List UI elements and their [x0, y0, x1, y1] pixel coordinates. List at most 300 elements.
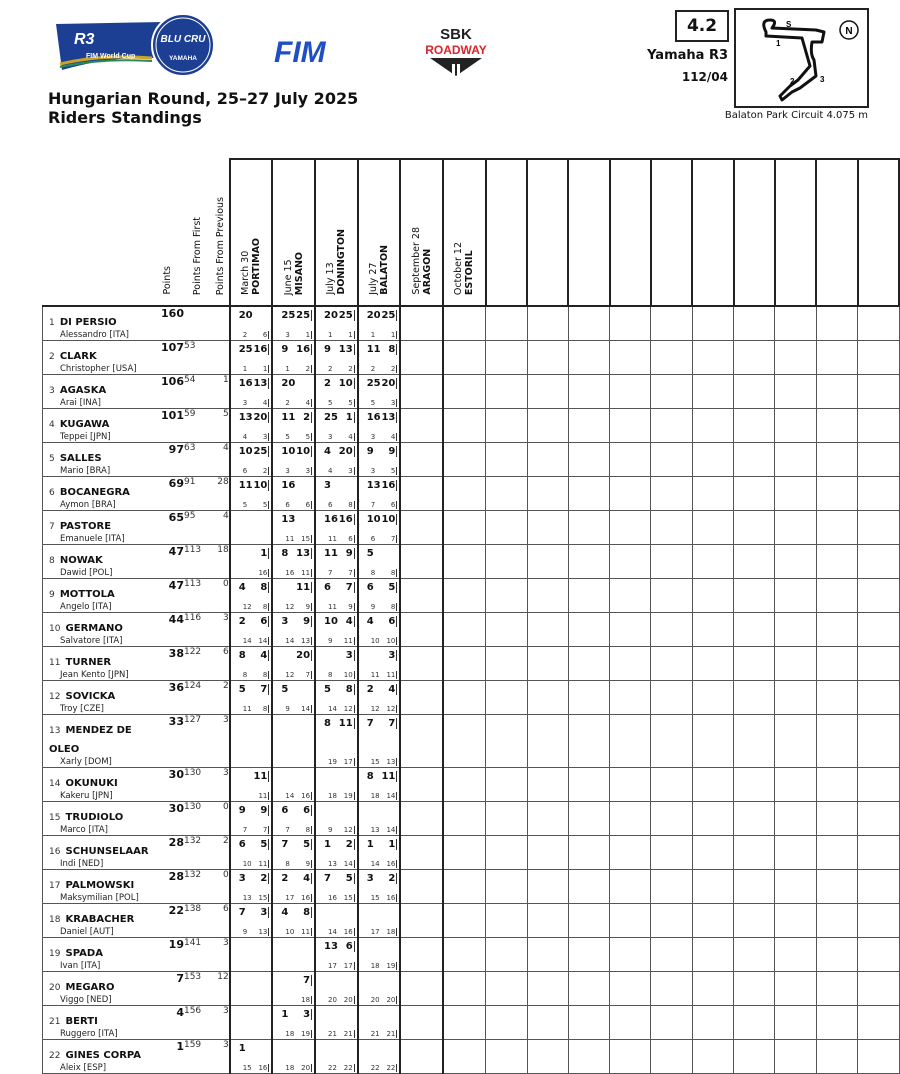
race1-points: 4: [366, 616, 374, 627]
race2-position: 20: [301, 1064, 311, 1072]
race-result-cell: [443, 647, 486, 681]
race2-points: 20: [296, 650, 311, 661]
empty-result-cell: [775, 768, 816, 802]
race2-points: 9: [260, 805, 268, 816]
race1-position: 2: [242, 331, 248, 339]
empty-result-cell: [651, 681, 692, 715]
svg-text:3: 3: [820, 75, 825, 84]
race1-position: 14: [285, 637, 295, 645]
empty-result-cell: [568, 715, 609, 768]
empty-result-cell: [568, 1040, 609, 1074]
race1-position: 22: [328, 1064, 337, 1072]
race1-position: 16: [328, 894, 337, 902]
rider-last-name: NOWAK: [59, 555, 103, 566]
race1-position: 3: [328, 433, 333, 441]
race1-points: 2: [366, 684, 374, 695]
rider-first-name-nat: Indi [NED]: [60, 859, 104, 869]
race2-position: 14: [301, 705, 311, 713]
race1-points: 13: [366, 480, 381, 491]
race2-points: 9: [345, 548, 353, 559]
race2-points: 25: [253, 446, 268, 457]
race1-points: 6: [324, 582, 331, 593]
race1-points: 13: [238, 412, 253, 423]
rider-cell: [43, 938, 151, 972]
empty-result-cell: [486, 613, 527, 647]
race1-position: 14: [285, 792, 295, 800]
rider-last-name: SPADA: [65, 948, 103, 959]
race1-position: 15: [242, 1064, 252, 1072]
rider-position: 17: [49, 881, 61, 891]
race2-points: 8: [345, 684, 353, 695]
empty-result-cell: [486, 1040, 527, 1074]
empty-result-cell: [734, 647, 775, 681]
rider-cell: [43, 375, 151, 409]
race2-position: 13: [258, 928, 268, 936]
empty-result-cell: [734, 904, 775, 938]
race-result-cell: [230, 409, 273, 443]
empty-result-cell: [775, 341, 816, 375]
rider-row: [43, 579, 900, 613]
points-from-first: 130: [184, 802, 212, 836]
race1-position: 19: [328, 758, 337, 766]
empty-result-cell: [816, 904, 857, 938]
empty-result-cell: [651, 647, 692, 681]
race1-points: 2: [281, 873, 289, 884]
points-from-first: 132: [184, 870, 212, 904]
empty-result-cell: [651, 477, 692, 511]
race-track: ARAGON: [421, 249, 433, 295]
empty-race-header: [568, 159, 609, 306]
points-from-first: 91: [184, 477, 212, 511]
race-result-cell: [358, 836, 401, 870]
empty-result-cell: [610, 409, 651, 443]
empty-result-cell: [858, 613, 899, 647]
race-result-cell: [443, 802, 486, 836]
empty-race-header: [610, 159, 651, 306]
race-result-cell: [400, 870, 443, 904]
empty-result-cell: [692, 511, 733, 545]
race-result-cell: [272, 341, 315, 375]
race-result-cell: [443, 477, 486, 511]
empty-result-cell: [568, 836, 609, 870]
race2-points: 25: [381, 310, 396, 321]
empty-result-cell: [527, 545, 568, 579]
empty-result-cell: [527, 1040, 568, 1074]
empty-result-cell: [858, 409, 899, 443]
points-from-previous: 6: [212, 904, 230, 938]
svg-text:ROADWAY: ROADWAY: [425, 43, 487, 57]
points-from-previous: 12: [212, 972, 230, 1006]
empty-result-cell: [486, 545, 527, 579]
race-result-cell: [272, 1040, 315, 1074]
rider-cell: [43, 443, 151, 477]
race-result-cell: [272, 647, 315, 681]
race1-points: 13: [281, 514, 296, 525]
empty-result-cell: [775, 1040, 816, 1074]
points-from-first-header: Points From First: [184, 159, 212, 306]
rider-points: 22: [150, 904, 184, 938]
empty-result-cell: [734, 836, 775, 870]
points-from-previous: 3: [212, 938, 230, 972]
race1-points: 8: [366, 771, 374, 782]
race-result-cell: [315, 1040, 358, 1074]
race-result-cell: [358, 972, 401, 1006]
race2-position: 9: [305, 603, 311, 611]
race2-position: 4: [262, 399, 268, 407]
race-result-cell: [315, 579, 358, 613]
rider-last-name: GERMANO: [65, 623, 123, 634]
race-result-cell: [443, 904, 486, 938]
empty-result-cell: [692, 870, 733, 904]
race2-position: 16: [258, 1064, 268, 1072]
empty-result-cell: [734, 341, 775, 375]
empty-result-cell: [610, 375, 651, 409]
race-result-cell: [358, 375, 401, 409]
race2-points: 6: [260, 616, 268, 627]
rider-points: 4: [150, 1006, 184, 1040]
rider-last-name: BOCANEGRA: [59, 487, 130, 498]
empty-result-cell: [610, 681, 651, 715]
race2-position: 7: [390, 535, 396, 543]
race2-position: 13: [386, 758, 396, 766]
race-result-cell: [400, 768, 443, 802]
race1-position: 17: [328, 962, 337, 970]
race-result-cell: [443, 341, 486, 375]
rider-position: 8: [49, 556, 55, 566]
race2-points: 16: [338, 514, 353, 525]
empty-result-cell: [527, 306, 568, 341]
race1-position: 4: [328, 467, 333, 475]
svg-text:BLU CRU: BLU CRU: [160, 34, 206, 45]
race2-position: 18: [386, 928, 396, 936]
empty-result-cell: [858, 904, 899, 938]
svg-text:R3: R3: [74, 31, 95, 48]
race1-position: 12: [242, 603, 252, 611]
race2-points: 7: [260, 684, 268, 695]
rider-cell: [43, 306, 151, 341]
empty-result-cell: [858, 870, 899, 904]
race2-position: 8: [262, 603, 268, 611]
points-from-first: 130: [184, 768, 212, 802]
race2-points: 2: [388, 873, 396, 884]
empty-result-cell: [816, 477, 857, 511]
empty-result-cell: [858, 341, 899, 375]
empty-result-cell: [651, 972, 692, 1006]
page-title: [48, 89, 358, 127]
rider-row: [43, 306, 900, 341]
race1-position: 5: [242, 501, 248, 509]
race2-position: 9: [305, 860, 311, 868]
empty-result-cell: [816, 1040, 857, 1074]
race1-position: 20: [370, 996, 380, 1004]
empty-result-cell: [816, 545, 857, 579]
rider-first-name-nat: Kakeru [JPN]: [60, 791, 113, 801]
empty-result-cell: [816, 715, 857, 768]
race2-position: 19: [301, 1030, 311, 1038]
empty-race-header: [858, 159, 899, 306]
points-from-first: 141: [184, 938, 212, 972]
empty-result-cell: [734, 715, 775, 768]
circuit-layout-icon: [736, 10, 867, 106]
race1-points: 11: [366, 344, 381, 355]
empty-result-cell: [734, 938, 775, 972]
empty-result-cell: [651, 836, 692, 870]
rider-last-name: BERTI: [65, 1016, 98, 1027]
empty-result-cell: [651, 715, 692, 768]
race-result-cell: [358, 870, 401, 904]
empty-result-cell: [734, 477, 775, 511]
rider-cell: [43, 802, 151, 836]
empty-result-cell: [610, 836, 651, 870]
empty-result-cell: [568, 477, 609, 511]
rider-row: [43, 836, 900, 870]
race2-points: 2: [345, 839, 353, 850]
race2-points: 2: [303, 412, 311, 423]
race-result-cell: [443, 409, 486, 443]
race-result-cell: [230, 904, 273, 938]
race2-position: 7: [348, 569, 353, 577]
empty-result-cell: [692, 341, 733, 375]
race1-position: 13: [370, 826, 380, 834]
race2-points: 9: [388, 446, 396, 457]
empty-result-cell: [527, 802, 568, 836]
race-result-cell: [315, 802, 358, 836]
race-result-cell: [272, 306, 315, 341]
race2-points: 8: [388, 344, 396, 355]
race-result-cell: [230, 341, 273, 375]
rider-points: 47: [150, 579, 184, 613]
race2-points: 2: [260, 873, 268, 884]
race1-position: 1: [370, 331, 376, 339]
empty-result-cell: [527, 1006, 568, 1040]
race-result-cell: [443, 715, 486, 768]
race-result-cell: [315, 545, 358, 579]
race-result-cell: [315, 511, 358, 545]
empty-result-cell: [816, 613, 857, 647]
race1-position: 14: [328, 705, 337, 713]
empty-result-cell: [568, 904, 609, 938]
empty-result-cell: [775, 870, 816, 904]
race-result-cell: [230, 477, 273, 511]
race-result-cell: [400, 511, 443, 545]
race-date: June 15: [282, 259, 294, 295]
rider-points: 65: [150, 511, 184, 545]
rider-row: [43, 1040, 900, 1074]
race1-position: 10: [285, 928, 295, 936]
race2-position: 3: [348, 467, 353, 475]
race1-points: 5: [281, 684, 289, 695]
race-result-cell: [358, 511, 401, 545]
empty-result-cell: [858, 306, 899, 341]
rider-position: 10: [49, 624, 61, 634]
rider-points: 19: [150, 938, 184, 972]
empty-result-cell: [858, 972, 899, 1006]
race2-position: 19: [386, 962, 396, 970]
race2-position: 6: [390, 501, 396, 509]
empty-result-cell: [610, 306, 651, 341]
race2-points: 16: [296, 344, 311, 355]
race1-position: 11: [285, 535, 295, 543]
race2-position: 16: [386, 894, 396, 902]
race-result-cell: [358, 443, 401, 477]
race1-position: 1: [328, 331, 333, 339]
race1-points: 6: [238, 839, 246, 850]
race2-position: 8: [305, 826, 311, 834]
rider-row: [43, 647, 900, 681]
race-result-cell: [315, 341, 358, 375]
race-result-cell: [315, 768, 358, 802]
race1-points: 5: [238, 684, 246, 695]
points-from-previous: 3: [212, 1006, 230, 1040]
race-header-estoril: [443, 159, 486, 306]
empty-result-cell: [527, 613, 568, 647]
race-result-cell: [230, 306, 273, 341]
race1-position: 10: [370, 637, 380, 645]
north-arrow-icon: [840, 21, 858, 39]
race2-points: 25: [296, 310, 311, 321]
race1-position: 22: [370, 1064, 380, 1072]
race-result-cell: [400, 802, 443, 836]
race1-position: 8: [370, 569, 376, 577]
empty-result-cell: [775, 306, 816, 341]
race1-position: 17: [370, 928, 380, 936]
race1-points: 4: [324, 446, 331, 457]
points-from-first: 153: [184, 972, 212, 1006]
empty-result-cell: [610, 715, 651, 768]
race-result-cell: [272, 972, 315, 1006]
race2-points: 20: [338, 446, 353, 457]
race2-points: 11: [296, 582, 311, 593]
race-track: DONINGTON: [336, 229, 348, 295]
empty-result-cell: [692, 545, 733, 579]
rider-row: [43, 938, 900, 972]
race2-position: 16: [343, 928, 353, 936]
race2-points: 7: [345, 582, 353, 593]
rider-cell: [43, 409, 151, 443]
rider-first-name-nat: Salvatore [ITA]: [60, 636, 123, 646]
empty-result-cell: [568, 802, 609, 836]
svg-text:N: N: [845, 26, 853, 37]
rider-last-name: AGASKA: [59, 385, 107, 396]
empty-result-cell: [527, 681, 568, 715]
rider-first-name-nat: Viggo [NED]: [60, 995, 112, 1005]
rider-position: 14: [49, 779, 61, 789]
race1-position: 5: [285, 433, 290, 441]
race-result-cell: [230, 443, 273, 477]
race2-position: 3: [305, 467, 311, 475]
empty-result-cell: [692, 904, 733, 938]
empty-result-cell: [568, 306, 609, 341]
race1-position: 14: [242, 637, 252, 645]
rider-points: 30: [150, 768, 184, 802]
rider-last-name: SCHUNSELAAR: [65, 846, 149, 857]
race1-position: 20: [328, 996, 337, 1004]
race-result-cell: [443, 443, 486, 477]
blu-cru-yamaha-logo: [150, 12, 216, 78]
rider-last-name: SALLES: [59, 453, 102, 464]
race-result-cell: [358, 1006, 401, 1040]
race-track: PORTIMAO: [251, 238, 263, 295]
rider-cell: [43, 870, 151, 904]
race1-points: 10: [281, 446, 296, 457]
race-result-cell: [358, 904, 401, 938]
race-result-cell: [400, 1006, 443, 1040]
empty-result-cell: [775, 904, 816, 938]
race1-points: 20: [324, 310, 338, 321]
rider-cell: [43, 1006, 151, 1040]
race-result-cell: [315, 681, 358, 715]
rider-points: 7: [150, 972, 184, 1006]
empty-result-cell: [527, 511, 568, 545]
points-from-previous: 3: [212, 1040, 230, 1074]
empty-result-cell: [775, 545, 816, 579]
rider-position: 13: [49, 726, 61, 736]
race-result-cell: [230, 511, 273, 545]
race-result-cell: [272, 511, 315, 545]
race2-position: 3: [262, 433, 268, 441]
rider-last-name: KUGAWA: [59, 419, 110, 430]
empty-result-cell: [527, 938, 568, 972]
race2-position: 4: [348, 433, 353, 441]
race2-points: 3: [260, 907, 268, 918]
race-result-cell: [443, 1040, 486, 1074]
empty-result-cell: [610, 511, 651, 545]
race1-position: 1: [285, 365, 290, 373]
empty-result-cell: [486, 715, 527, 768]
race1-position: 3: [242, 399, 248, 407]
race-result-cell: [315, 647, 358, 681]
race-result-cell: [443, 870, 486, 904]
bike-name: Yamaha R3: [647, 48, 728, 63]
empty-result-cell: [610, 443, 651, 477]
race-result-cell: [358, 545, 401, 579]
empty-result-cell: [734, 511, 775, 545]
empty-result-cell: [486, 972, 527, 1006]
rider-cell: [43, 904, 151, 938]
race1-position: 5: [370, 399, 376, 407]
empty-result-cell: [816, 306, 857, 341]
race2-position: 17: [343, 758, 353, 766]
rider-last-name: DI PERSIO: [59, 317, 117, 328]
points-from-first: 159: [184, 1040, 212, 1074]
race2-position: 16: [258, 569, 268, 577]
race-result-cell: [230, 836, 273, 870]
empty-result-cell: [486, 375, 527, 409]
race-result-cell: [358, 715, 401, 768]
rider-position: 15: [49, 813, 61, 823]
empty-result-cell: [486, 870, 527, 904]
empty-result-cell: [775, 1006, 816, 1040]
empty-result-cell: [651, 938, 692, 972]
race2-points: 4: [260, 650, 268, 661]
points-from-first: 116: [184, 613, 212, 647]
race-result-cell: [358, 409, 401, 443]
rider-points: 1: [150, 1040, 184, 1074]
version-badge: 4.2: [675, 10, 729, 42]
race2-points: 16: [253, 344, 268, 355]
empty-result-cell: [816, 1006, 857, 1040]
race2-position: 16: [386, 860, 396, 868]
race-result-cell: [315, 477, 358, 511]
race1-position: 2: [370, 365, 376, 373]
empty-result-cell: [858, 647, 899, 681]
empty-result-cell: [734, 579, 775, 613]
race-result-cell: [230, 647, 273, 681]
empty-result-cell: [651, 579, 692, 613]
rider-row: [43, 681, 900, 715]
rider-position: 18: [49, 915, 61, 925]
race1-position: 1: [242, 365, 248, 373]
